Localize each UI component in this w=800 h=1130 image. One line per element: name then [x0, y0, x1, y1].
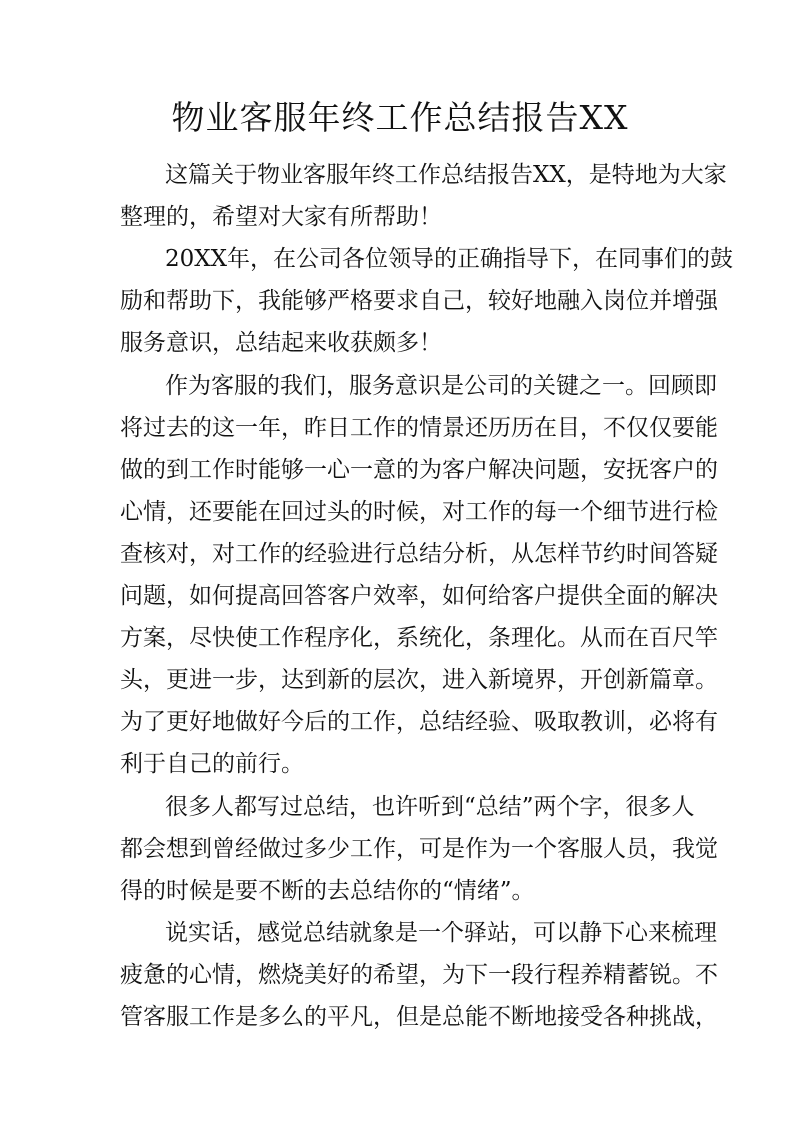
text-line: 做的到工作时能够一心一意的为客户解决问题，安抚客户的 [120, 457, 718, 483]
text-line: 利于自己的前行。 [120, 751, 304, 777]
text-line: 将过去的这一年，昨日工作的情景还历历在目，不仅仅要能 [120, 415, 718, 441]
text-line: 服务意识，总结起来收获颇多！ [120, 330, 442, 356]
text-line: 方案，尽快使工作程序化，系统化，条理化。从而在百尺竿 [120, 625, 718, 651]
text-line: 疲惫的心情，燃烧美好的希望，为下一段行程养精蓄锐。不 [120, 962, 718, 988]
text-line: 都会想到曾经做过多少工作，可是作为一个客服人员，我觉 [120, 836, 718, 862]
text-line: 很多人都写过总结，也许听到“总结”两个字，很多人 [165, 794, 695, 820]
text-line: 问题，如何提高回答客户效率，如何给客户提供全面的解决 [120, 583, 718, 609]
text-line: 得的时候是要不断的去总结你的“情绪”。 [120, 878, 535, 904]
text-line: 为了更好地做好今后的工作，总结经验、吸取教训，必将有 [120, 709, 718, 735]
document-title: 物业客服年终工作总结报告XX [171, 98, 629, 137]
text-line: 管客服工作是多么的平凡，但是总能不断地接受各种挑战， [120, 1004, 718, 1030]
text-line: 整理的，希望对大家有所帮助！ [120, 204, 442, 230]
text-line: 查核对，对工作的经验进行总结分析，从怎样节约时间答疑 [120, 541, 718, 567]
text-line: 这篇关于物业客服年终工作总结报告XX，是特地为大家 [165, 162, 727, 188]
text-line: 20XX年，在公司各位领导的正确指导下，在同事们的鼓 [165, 246, 734, 272]
text-line: 作为客服的我们，服务意识是公司的关键之一。回顾即 [165, 373, 717, 399]
text-line: 说实话，感觉总结就象是一个驿站，可以静下心来梳理 [165, 920, 717, 946]
text-line: 头，更进一步，达到新的层次，进入新境界，开创新篇章。 [120, 667, 718, 693]
text-line: 心情，还要能在回过头的时候，对工作的每一个细节进行检 [120, 499, 718, 525]
text-line: 励和帮助下，我能够严格要求自己，较好地融入岗位并增强 [120, 288, 718, 314]
